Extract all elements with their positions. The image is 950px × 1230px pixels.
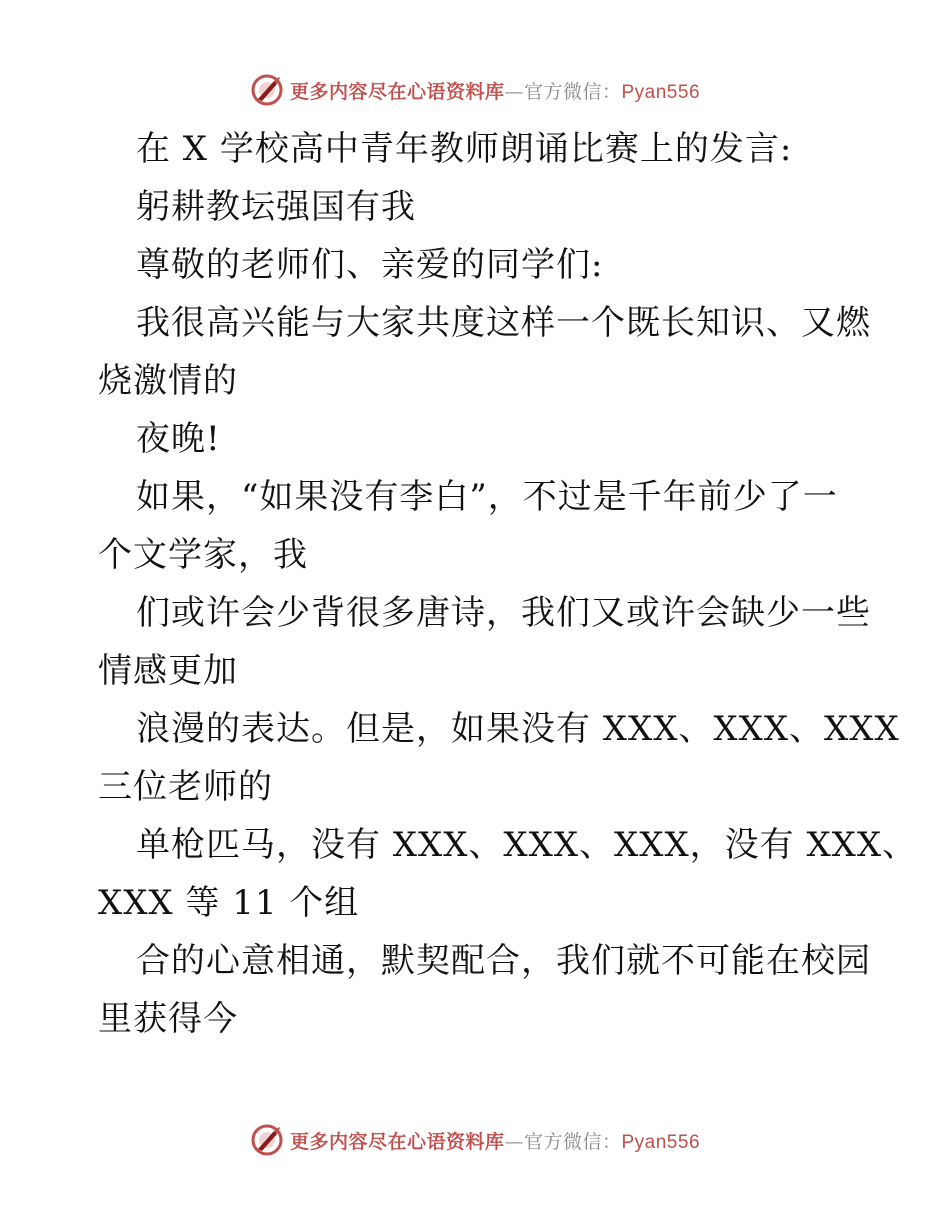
doc-line: 们或许会少背很多唐诗，我们又或许会缺少一些 xyxy=(136,593,871,633)
watermark-main: 更多内容尽在心语资料库 xyxy=(289,80,505,103)
doc-line: 情感更加 xyxy=(98,651,238,691)
doc-subtitle-line: 躬耕教坛强国有我 xyxy=(136,187,416,227)
footer-watermark xyxy=(0,1120,950,1160)
doc-title-line: 在 X 学校高中青年教师朗诵比赛上的发言: xyxy=(136,129,793,169)
doc-line: 合的心意相通，默契配合，我们就不可能在校园 xyxy=(136,941,871,981)
quill-logo-icon xyxy=(250,1123,284,1157)
doc-line: 我很高兴能与大家共度这样一个既长知识、又燃 xyxy=(136,303,871,343)
header-watermark xyxy=(0,70,950,110)
doc-line: 夜晚! xyxy=(136,419,221,459)
quill-logo-icon xyxy=(250,73,284,107)
doc-line: 浪漫的表达。但是，如果没有 XXX、XXX、XXX xyxy=(136,709,900,749)
doc-line: XXX 等 11 个组 xyxy=(98,883,360,923)
watermark-main: 更多内容尽在心语资料库 xyxy=(289,1130,505,1153)
doc-line: 烧激情的 xyxy=(98,361,238,401)
watermark-text xyxy=(290,1127,700,1154)
doc-line: 个文学家，我 xyxy=(98,535,308,575)
watermark-dash: — xyxy=(504,1130,524,1153)
doc-greeting-line: 尊敬的老师们、亲爱的同学们: xyxy=(136,245,604,285)
watermark-wechat-id: Pyan556 xyxy=(621,81,701,103)
watermark-label: 官方微信： xyxy=(523,1130,622,1153)
watermark-wechat-id: Pyan556 xyxy=(621,1131,701,1153)
watermark-label: 官方微信： xyxy=(523,80,622,103)
watermark-text xyxy=(290,77,700,104)
doc-line: 单枪匹马，没有 XXX、XXX、XXX，没有 XXX、 xyxy=(136,825,918,865)
doc-line: 如果，“如果没有李白”，不过是千年前少了一 xyxy=(136,477,838,517)
watermark-dash: — xyxy=(504,80,524,103)
doc-line: 里获得今 xyxy=(98,999,238,1039)
document-body xyxy=(98,120,918,1048)
doc-line: 三位老师的 xyxy=(98,767,273,807)
